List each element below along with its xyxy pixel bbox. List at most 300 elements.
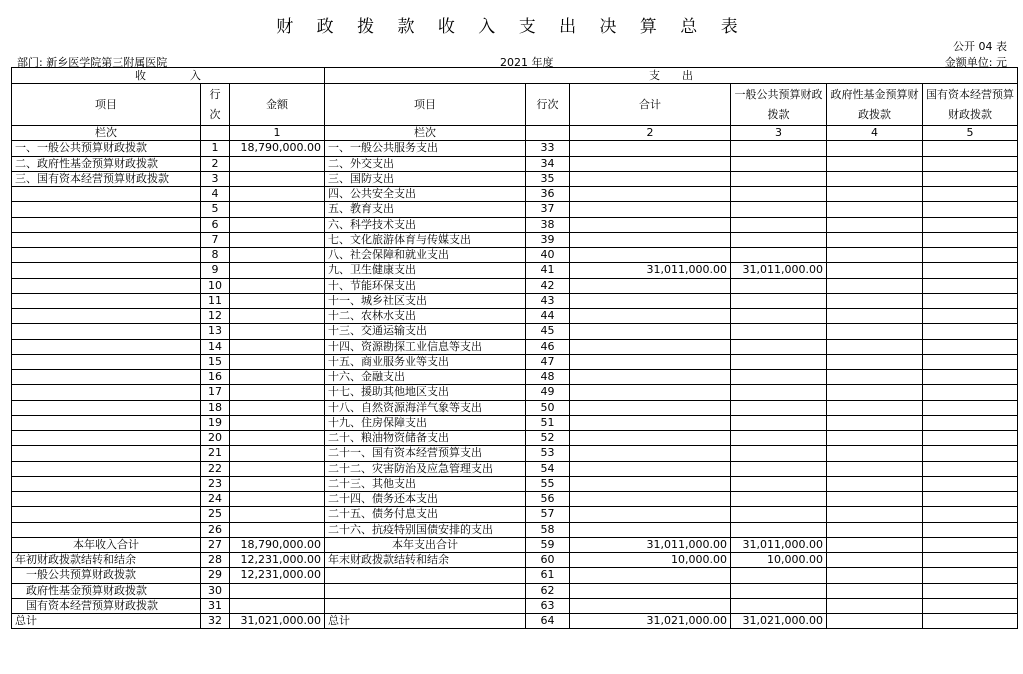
table-row <box>12 171 1018 186</box>
expense-item-cell <box>325 598 526 613</box>
income-row-no-cell: 11 <box>201 293 230 308</box>
state-capital-amount-cell <box>923 492 1018 507</box>
general-budget-amount-cell <box>731 492 827 507</box>
expense-row-no-cell: 58 <box>526 522 570 537</box>
income-item-cell: 国有资本经营预算财政拨款 <box>12 598 201 613</box>
general-budget-amount-cell <box>731 324 827 339</box>
expense-item-cell: 十一、城乡社区支出 <box>325 293 526 308</box>
income-amount-cell <box>230 187 325 202</box>
gov-fund-amount-cell <box>827 156 923 171</box>
expense-row-no-cell: 38 <box>526 217 570 232</box>
table-row <box>12 385 1018 400</box>
gov-fund-amount-cell <box>827 583 923 598</box>
income-item-cell <box>12 492 201 507</box>
income-item-header: 项目 <box>12 84 201 126</box>
expense-item-cell: 十四、资源勘探工业信息等支出 <box>325 339 526 354</box>
general-budget-amount-cell <box>731 385 827 400</box>
total-amount-cell <box>570 370 731 385</box>
income-amount-cell <box>230 354 325 369</box>
expense-item-cell: 二十四、债务还本支出 <box>325 492 526 507</box>
total-amount-cell <box>570 415 731 430</box>
general-budget-amount-cell <box>731 522 827 537</box>
income-amount-cell <box>230 598 325 613</box>
income-item-cell: 年初财政拨款结转和结余 <box>12 553 201 568</box>
expense-row-no-cell: 43 <box>526 293 570 308</box>
total-amount-cell <box>570 187 731 202</box>
gov-fund-amount-cell <box>827 278 923 293</box>
expense-item-cell: 一、一般公共服务支出 <box>325 141 526 156</box>
income-amount-cell: 31,021,000.00 <box>230 614 325 629</box>
col-index-4: 4 <box>827 126 923 141</box>
income-row-no-cell: 7 <box>201 232 230 247</box>
table-row <box>12 461 1018 476</box>
income-amount-cell: 18,790,000.00 <box>230 537 325 552</box>
expense-row-no-cell: 64 <box>526 614 570 629</box>
table-row <box>12 370 1018 385</box>
general-budget-amount-cell <box>731 568 827 583</box>
table-row <box>12 522 1018 537</box>
income-row-no-cell: 27 <box>201 537 230 552</box>
income-row-no-cell: 23 <box>201 476 230 491</box>
income-amount-header: 金额 <box>230 84 325 126</box>
income-row-no-cell: 8 <box>201 248 230 263</box>
income-row-no-cell: 4 <box>201 187 230 202</box>
total-amount-cell: 31,011,000.00 <box>570 537 731 552</box>
total-amount-cell <box>570 461 731 476</box>
general-budget-amount-cell <box>731 232 827 247</box>
blank-cell <box>526 126 570 141</box>
total-header: 合计 <box>570 84 731 126</box>
table-row <box>12 263 1018 278</box>
income-amount-cell <box>230 385 325 400</box>
income-item-cell: 三、国有资本经营预算财政拨款 <box>12 171 201 186</box>
total-amount-cell <box>570 248 731 263</box>
gov-fund-amount-cell <box>827 309 923 324</box>
table-row <box>12 339 1018 354</box>
income-amount-cell <box>230 431 325 446</box>
state-capital-amount-cell <box>923 476 1018 491</box>
expense-row-no-cell: 40 <box>526 248 570 263</box>
expense-item-cell: 本年支出合计 <box>325 537 526 552</box>
gov-fund-amount-cell <box>827 446 923 461</box>
general-budget-amount-cell <box>731 187 827 202</box>
state-capital-amount-cell <box>923 507 1018 522</box>
amount-unit: 金额单位: 元 <box>944 56 1007 69</box>
total-amount-cell <box>570 141 731 156</box>
general-budget-amount-cell <box>731 171 827 186</box>
gov-fund-amount-cell <box>827 187 923 202</box>
income-item-cell: 一、一般公共预算财政拨款 <box>12 141 201 156</box>
gov-fund-amount-cell <box>827 598 923 613</box>
column-header-row <box>12 84 1018 126</box>
expense-item-cell: 二十一、国有资本经营预算支出 <box>325 446 526 461</box>
income-row-no-cell: 32 <box>201 614 230 629</box>
gov-fund-amount-cell <box>827 400 923 415</box>
income-row-no-cell: 14 <box>201 339 230 354</box>
expense-row-no-cell: 50 <box>526 400 570 415</box>
total-amount-cell <box>570 278 731 293</box>
income-row-no-cell: 29 <box>201 568 230 583</box>
general-budget-amount-cell: 31,011,000.00 <box>731 263 827 278</box>
gov-fund-amount-cell <box>827 537 923 552</box>
table-row <box>12 537 1018 552</box>
gov-fund-amount-cell <box>827 568 923 583</box>
total-amount-cell <box>570 354 731 369</box>
income-row-no-cell: 19 <box>201 415 230 430</box>
state-capital-amount-cell <box>923 354 1018 369</box>
income-row-no-cell: 21 <box>201 446 230 461</box>
table-row <box>12 507 1018 522</box>
total-amount-cell <box>570 568 731 583</box>
expense-row-no-cell: 63 <box>526 598 570 613</box>
income-amount-cell <box>230 324 325 339</box>
income-item-cell <box>12 293 201 308</box>
expense-row-no-cell: 59 <box>526 537 570 552</box>
total-amount-cell <box>570 583 731 598</box>
total-amount-cell <box>570 156 731 171</box>
expense-row-no-cell: 46 <box>526 339 570 354</box>
income-amount-cell <box>230 461 325 476</box>
income-amount-cell <box>230 476 325 491</box>
income-item-cell <box>12 202 201 217</box>
general-budget-amount-cell <box>731 217 827 232</box>
gov-fund-amount-cell <box>827 431 923 446</box>
income-amount-cell <box>230 400 325 415</box>
table-row <box>12 446 1018 461</box>
income-amount-cell: 12,231,000.00 <box>230 568 325 583</box>
total-amount-cell <box>570 339 731 354</box>
state-capital-amount-cell <box>923 263 1018 278</box>
gov-fund-amount-cell <box>827 141 923 156</box>
expense-item-cell: 二十二、灾害防治及应急管理支出 <box>325 461 526 476</box>
form-code: 公开 04 表 <box>953 40 1007 53</box>
income-item-cell: 总计 <box>12 614 201 629</box>
department-label: 部门: 新乡医学院第三附属医院 <box>17 56 168 69</box>
expense-row-no-cell: 35 <box>526 171 570 186</box>
expense-item-header: 项目 <box>325 84 526 126</box>
expense-item-cell: 六、科学技术支出 <box>325 217 526 232</box>
total-amount-cell <box>570 309 731 324</box>
income-amount-cell <box>230 583 325 598</box>
expense-row-no-cell: 39 <box>526 232 570 247</box>
table-row <box>12 476 1018 491</box>
table-row <box>12 492 1018 507</box>
state-capital-amount-cell <box>923 141 1018 156</box>
general-budget-amount-cell <box>731 400 827 415</box>
total-amount-cell <box>570 492 731 507</box>
income-header: 收 入 <box>12 68 325 84</box>
general-budget-amount-cell <box>731 598 827 613</box>
expense-row-no-cell: 62 <box>526 583 570 598</box>
general-budget-amount-cell <box>731 309 827 324</box>
expense-item-cell: 十九、住房保障支出 <box>325 415 526 430</box>
state-capital-amount-cell <box>923 537 1018 552</box>
income-row-no-cell: 3 <box>201 171 230 186</box>
expense-item-cell: 二、外交支出 <box>325 156 526 171</box>
state-capital-amount-cell <box>923 156 1018 171</box>
expense-row-no-cell: 47 <box>526 354 570 369</box>
state-capital-amount-cell <box>923 446 1018 461</box>
expense-item-cell: 四、公共安全支出 <box>325 187 526 202</box>
table-row <box>12 400 1018 415</box>
income-row-no-cell: 6 <box>201 217 230 232</box>
table-row <box>12 217 1018 232</box>
general-budget-amount-cell <box>731 507 827 522</box>
income-row-no-cell: 16 <box>201 370 230 385</box>
state-capital-amount-cell <box>923 431 1018 446</box>
income-amount-cell: 18,790,000.00 <box>230 141 325 156</box>
expense-item-cell: 年末财政拨款结转和结余 <box>325 553 526 568</box>
budget-summary-table <box>11 67 1018 629</box>
table-row <box>12 568 1018 583</box>
total-amount-cell <box>570 522 731 537</box>
general-budget-amount-cell <box>731 354 827 369</box>
expense-item-cell: 总计 <box>325 614 526 629</box>
income-amount-cell <box>230 232 325 247</box>
expense-row-no-cell: 36 <box>526 187 570 202</box>
table-row <box>12 309 1018 324</box>
general-budget-amount-cell <box>731 370 827 385</box>
state-capital-amount-cell <box>923 171 1018 186</box>
general-budget-amount-cell: 10,000.00 <box>731 553 827 568</box>
gov-fund-amount-cell <box>827 202 923 217</box>
general-budget-amount-cell <box>731 248 827 263</box>
col-index-3: 3 <box>731 126 827 141</box>
income-row-no-cell: 31 <box>201 598 230 613</box>
column-index-row <box>12 126 1018 141</box>
general-budget-amount-cell <box>731 156 827 171</box>
income-item-cell <box>12 415 201 430</box>
income-row-no-cell: 9 <box>201 263 230 278</box>
income-row-no-cell: 28 <box>201 553 230 568</box>
state-capital-amount-cell <box>923 385 1018 400</box>
income-item-cell: 一般公共预算财政拨款 <box>12 568 201 583</box>
general-budget-amount-cell <box>731 141 827 156</box>
col-index-1: 1 <box>230 126 325 141</box>
report-title: 财 政 拨 款 收 入 支 出 决 算 总 表 <box>276 17 747 37</box>
total-amount-cell: 31,021,000.00 <box>570 614 731 629</box>
expense-item-cell: 十七、援助其他地区支出 <box>325 385 526 400</box>
gov-fund-amount-cell <box>827 553 923 568</box>
gov-fund-amount-cell <box>827 370 923 385</box>
table-row <box>12 415 1018 430</box>
total-amount-cell <box>570 400 731 415</box>
general-budget-amount-cell <box>731 461 827 476</box>
income-amount-cell <box>230 156 325 171</box>
table-row <box>12 293 1018 308</box>
expense-row-no-cell: 45 <box>526 324 570 339</box>
income-item-cell <box>12 309 201 324</box>
expense-item-cell: 十六、金融支出 <box>325 370 526 385</box>
state-capital-amount-cell <box>923 248 1018 263</box>
income-amount-cell <box>230 339 325 354</box>
total-amount-cell <box>570 385 731 400</box>
state-capital-amount-cell <box>923 400 1018 415</box>
income-amount-cell <box>230 370 325 385</box>
income-row-no-cell: 24 <box>201 492 230 507</box>
general-budget-amount-cell <box>731 446 827 461</box>
income-item-cell <box>12 385 201 400</box>
expense-item-cell: 十五、商业服务业等支出 <box>325 354 526 369</box>
total-amount-cell <box>570 202 731 217</box>
state-capital-amount-cell <box>923 309 1018 324</box>
income-row-no-cell: 26 <box>201 522 230 537</box>
expense-item-cell <box>325 583 526 598</box>
income-item-cell <box>12 232 201 247</box>
state-capital-amount-cell <box>923 202 1018 217</box>
total-amount-cell: 31,011,000.00 <box>570 263 731 278</box>
total-amount-cell <box>570 232 731 247</box>
expense-row-no-cell: 44 <box>526 309 570 324</box>
table-row <box>12 278 1018 293</box>
table-row <box>12 431 1018 446</box>
gov-fund-amount-cell <box>827 476 923 491</box>
income-amount-cell <box>230 248 325 263</box>
income-row-no-cell: 5 <box>201 202 230 217</box>
income-item-cell: 政府性基金预算财政拨款 <box>12 583 201 598</box>
expense-row-no-cell: 41 <box>526 263 570 278</box>
total-amount-cell <box>570 598 731 613</box>
income-row-no-cell: 22 <box>201 461 230 476</box>
income-amount-cell <box>230 171 325 186</box>
income-amount-cell <box>230 446 325 461</box>
state-capital-amount-cell <box>923 415 1018 430</box>
col-index-2: 2 <box>570 126 731 141</box>
income-item-cell <box>12 431 201 446</box>
gov-fund-amount-cell <box>827 507 923 522</box>
general-budget-amount-cell: 31,011,000.00 <box>731 537 827 552</box>
income-item-cell <box>12 461 201 476</box>
income-item-cell: 二、政府性基金预算财政拨款 <box>12 156 201 171</box>
income-amount-cell <box>230 492 325 507</box>
general-budget-amount-cell <box>731 339 827 354</box>
gov-fund-amount-cell <box>827 461 923 476</box>
state-capital-header: 国有资本经营预算财政拨款 <box>923 84 1018 126</box>
total-amount-cell <box>570 324 731 339</box>
income-row-no-header: 行 次 <box>201 84 230 126</box>
general-budget-amount-cell <box>731 293 827 308</box>
income-item-cell <box>12 354 201 369</box>
income-amount-cell <box>230 522 325 537</box>
gov-fund-amount-cell <box>827 415 923 430</box>
income-item-cell <box>12 217 201 232</box>
table-row <box>12 583 1018 598</box>
expense-row-no-cell: 48 <box>526 370 570 385</box>
income-item-cell <box>12 324 201 339</box>
state-capital-amount-cell <box>923 568 1018 583</box>
general-budget-amount-cell <box>731 431 827 446</box>
gov-fund-amount-cell <box>827 248 923 263</box>
state-capital-amount-cell <box>923 187 1018 202</box>
income-amount-cell <box>230 507 325 522</box>
income-item-cell <box>12 187 201 202</box>
expense-row-no-cell: 57 <box>526 507 570 522</box>
expense-item-cell <box>325 568 526 583</box>
income-row-no-cell: 17 <box>201 385 230 400</box>
gov-fund-amount-cell <box>827 217 923 232</box>
gov-fund-amount-cell <box>827 263 923 278</box>
total-amount-cell <box>570 171 731 186</box>
gov-fund-amount-cell <box>827 385 923 400</box>
gov-fund-amount-cell <box>827 232 923 247</box>
state-capital-amount-cell <box>923 217 1018 232</box>
expense-row-no-cell: 37 <box>526 202 570 217</box>
income-item-cell <box>12 278 201 293</box>
expense-item-cell: 九、卫生健康支出 <box>325 263 526 278</box>
expense-item-cell: 二十五、债务付息支出 <box>325 507 526 522</box>
table-row <box>12 141 1018 156</box>
income-item-cell <box>12 476 201 491</box>
income-row-no-cell: 20 <box>201 431 230 446</box>
income-amount-cell <box>230 309 325 324</box>
income-amount-cell <box>230 415 325 430</box>
state-capital-amount-cell <box>923 522 1018 537</box>
gov-fund-amount-cell <box>827 339 923 354</box>
income-row-no-cell: 12 <box>201 309 230 324</box>
table-row <box>12 354 1018 369</box>
gov-fund-amount-cell <box>827 293 923 308</box>
expense-row-no-cell: 60 <box>526 553 570 568</box>
expense-header: 支 出 <box>325 68 1018 84</box>
state-capital-amount-cell <box>923 324 1018 339</box>
table-row <box>12 156 1018 171</box>
expense-item-cell: 二十、粮油物资储备支出 <box>325 431 526 446</box>
expense-row-no-cell: 33 <box>526 141 570 156</box>
total-amount-cell <box>570 507 731 522</box>
col-index-5: 5 <box>923 126 1018 141</box>
income-column-label: 栏次 <box>12 126 201 141</box>
income-amount-cell: 12,231,000.00 <box>230 553 325 568</box>
income-amount-cell <box>230 202 325 217</box>
expense-row-no-header: 行次 <box>526 84 570 126</box>
income-item-cell <box>12 507 201 522</box>
income-row-no-cell: 15 <box>201 354 230 369</box>
general-budget-header: 一般公共预算财政拨款 <box>731 84 827 126</box>
table-row <box>12 553 1018 568</box>
total-amount-cell <box>570 446 731 461</box>
section-header-row <box>12 68 1018 84</box>
gov-fund-amount-cell <box>827 324 923 339</box>
state-capital-amount-cell <box>923 232 1018 247</box>
expense-item-cell: 七、文化旅游体育与传媒支出 <box>325 232 526 247</box>
total-amount-cell <box>570 217 731 232</box>
state-capital-amount-cell <box>923 614 1018 629</box>
income-item-cell <box>12 400 201 415</box>
income-row-no-cell: 25 <box>201 507 230 522</box>
expense-row-no-cell: 34 <box>526 156 570 171</box>
table-row <box>12 232 1018 247</box>
general-budget-amount-cell <box>731 415 827 430</box>
general-budget-amount-cell <box>731 583 827 598</box>
total-amount-cell <box>570 293 731 308</box>
expense-row-no-cell: 53 <box>526 446 570 461</box>
expense-item-cell: 十、节能环保支出 <box>325 278 526 293</box>
gov-fund-amount-cell <box>827 171 923 186</box>
income-row-no-cell: 13 <box>201 324 230 339</box>
state-capital-amount-cell <box>923 293 1018 308</box>
expense-item-cell: 二十三、其他支出 <box>325 476 526 491</box>
gov-fund-amount-cell <box>827 492 923 507</box>
expense-row-no-cell: 61 <box>526 568 570 583</box>
blank-cell <box>201 126 230 141</box>
income-amount-cell <box>230 293 325 308</box>
income-item-cell <box>12 446 201 461</box>
state-capital-amount-cell <box>923 370 1018 385</box>
income-item-cell: 本年收入合计 <box>12 537 201 552</box>
income-row-no-cell: 1 <box>201 141 230 156</box>
total-amount-cell <box>570 431 731 446</box>
expense-row-no-cell: 51 <box>526 415 570 430</box>
